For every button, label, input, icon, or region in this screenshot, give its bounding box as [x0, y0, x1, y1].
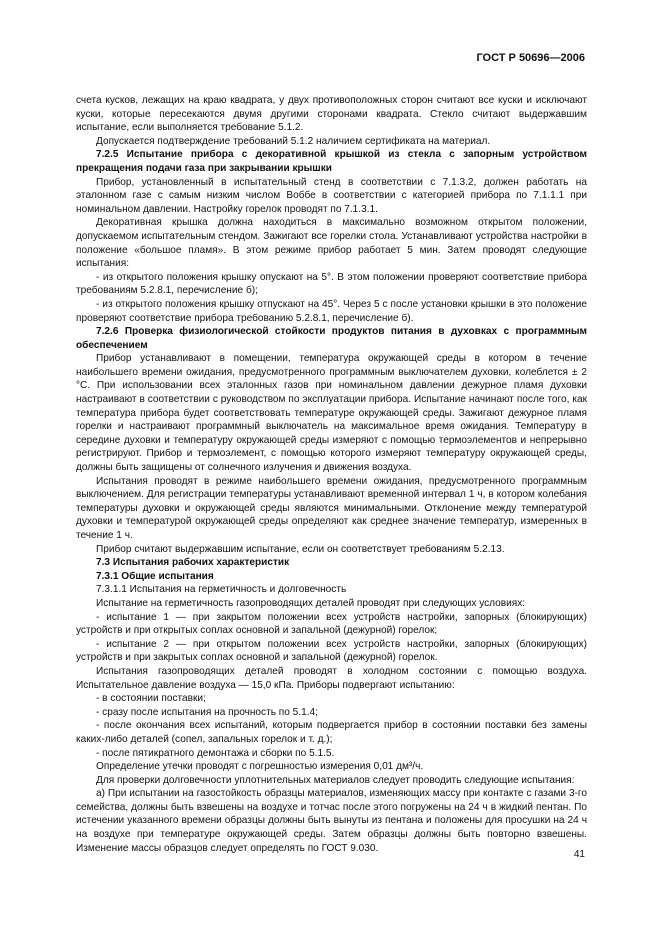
paragraph: 7.2.5 Испытание прибора с декоративной крышкой из стекла с запорным устройством прекращения подачи газа при закрывании крышки — [76, 149, 587, 174]
paragraph: Прибор, установленный в испытательный стенд в соответствии с 7.1.3.2, должен работать на эталонном газе с самым низким числом Воббе в соответствии с категорией прибора по 7.1.1.1 при номинальном давлении. Настройку горелок проводят по 7.1.3.1. — [76, 176, 587, 215]
page-number: 41 — [573, 849, 585, 860]
document-header: ГОСТ Р 50696—2006 — [476, 52, 585, 64]
paragraph: 7.3.1 Общие испытания — [96, 570, 214, 582]
paragraph: счета кусков, лежащих на краю квадрата, у двух противоположных сторон считают все куски и исключают куски, которые пересекаются двумя другими сторонами квадрата. Стекло считают выдержавшим испытание, если выполняется требование 5.1.2. — [76, 95, 587, 134]
paragraph: Испытание на герметичность газопроводящих деталей проводят при следующих условиях: — [96, 597, 526, 609]
paragraph: Испытания проводят в режиме наибольшего времени ожидания, предусмотренного программным выключением. Для регистрации температуры устанавливают временной интервал 1 ч, в котором колебания температуры духовки и окружающей среды являются минимальными. Отклонение между температурой духовки и температурой окружающей среды определяют как среднее значение температур, измеренных в течение 1 ч. — [76, 475, 587, 541]
paragraph: - из открытого положения крышку опускают на 5°. В этом положении проверяют соответствие прибора требованиям 5.2.8.1, перечисление б); — [76, 271, 587, 297]
paragraph: Для проверки долговечности уплотнительных материалов следует проводить следующие испытания: — [96, 774, 575, 786]
paragraph: Прибор устанавливают в помещении, температура окружающей среды в котором в течение наибольшего времени ожидания, предусмотренного программным выключателем духовки, колеблется ± 2 °С. При использовании всех эталонных газов при номинальном давлении дежурное пламя духовки настраивают в соответствии с руководством по эксплуатации прибора. Испытание начинают после того, как температура прибора будет соответствовать температуре окружающей среды. Зажигают дежурное пламя горелки и настраивают программный выключатель на максимальное время ожидания. Температуру в середине духовки и температуру окружающей среды измеряют с помощью термоэлементов и непрерывно регистрируют. Прибор и термоэлемент, с помощью которого измеряют температуру окружающей среды, должны быть защищены от солнечного излучения и движения воздуха. — [76, 353, 587, 474]
paragraph: - после пятикратного демонтажа и сборки по 5.1.5. — [96, 747, 335, 759]
paragraph: Испытания газопроводящих деталей проводят в холодном состоянии с помощью воздуха. Испытательное давление воздуха — 15,0 кПа. Приборы подвергают испытанию: — [76, 665, 587, 691]
paragraph: 7.2.6 Проверка физиологической стойкости продуктов питания в духовках с программным обеспечением — [76, 326, 587, 351]
paragraph: Декоративная крышка должна находиться в максимально возможном открытом положении, допускаемом испытательным стендом. Зажигают все горелки стола. Устанавливают устройства настройки в положение «большое пламя». В этом режиме прибор работает 5 мин. Затем проводят следующие испытания: — [76, 217, 587, 270]
paragraph: - сразу после испытания на прочность по 5.1.4; — [96, 706, 318, 718]
paragraph: - в состоянии поставки; — [96, 693, 206, 705]
paragraph: - после окончания всех испытаний, которым подвергается прибор в состоянии поставки без замены каких-либо деталей (сопел, запальных горелок и т. д.); — [76, 720, 587, 745]
paragraph: - из открытого положения крышку отпускают на 45°. Через 5 с после установки крышки в это положение проверяют соответствие прибора требованию 5.2.8.1, перечисление б). — [76, 298, 587, 324]
paragraph: - испытание 1 — при закрытом положении всех устройств настройки, запорных (блокирующих) устройств и при открытых соплах основной и запальной (дежурной) горелок; — [76, 611, 587, 637]
paragraph: 7.3.1.1 Испытания на герметичность и долговечность — [96, 584, 347, 596]
document-body — [76, 94, 587, 855]
paragraph: Прибор считают выдержавшим испытание, если он соответствует требованиям 5.2.13. — [96, 543, 505, 555]
paragraph: Допускается подтверждение требований 5.1.2 наличием сертификата на материал. — [96, 135, 491, 147]
paragraph: а) При испытании на газостойкость образцы материалов, изменяющих массу при контакте с газами 3-го семейства, должны быть взвешены на воздухе и тотчас после этого погружены на 24 ч в жидкий пентан. По истечении указанного времени образцы должны быть вынуты из пентана и положены для просушки на 24 ч на воздухе при температуре окружающей среды. Затем образцы должны быть повторно взвешены. Изменение массы образцов следует определять по ГОСТ 9.030. — [76, 788, 587, 854]
paragraph: - испытание 2 — при открытом положении всех устройств настройки, запорных (блокирующих) устройств и при закрытых соплах основной и запальной (дежурной) горелок. — [76, 638, 587, 664]
paragraph: 7.3 Испытания рабочих характеристик — [96, 557, 290, 569]
paragraph: Определение утечки проводят с погрешностью измерения 0,01 дм³/ч. — [96, 761, 424, 773]
